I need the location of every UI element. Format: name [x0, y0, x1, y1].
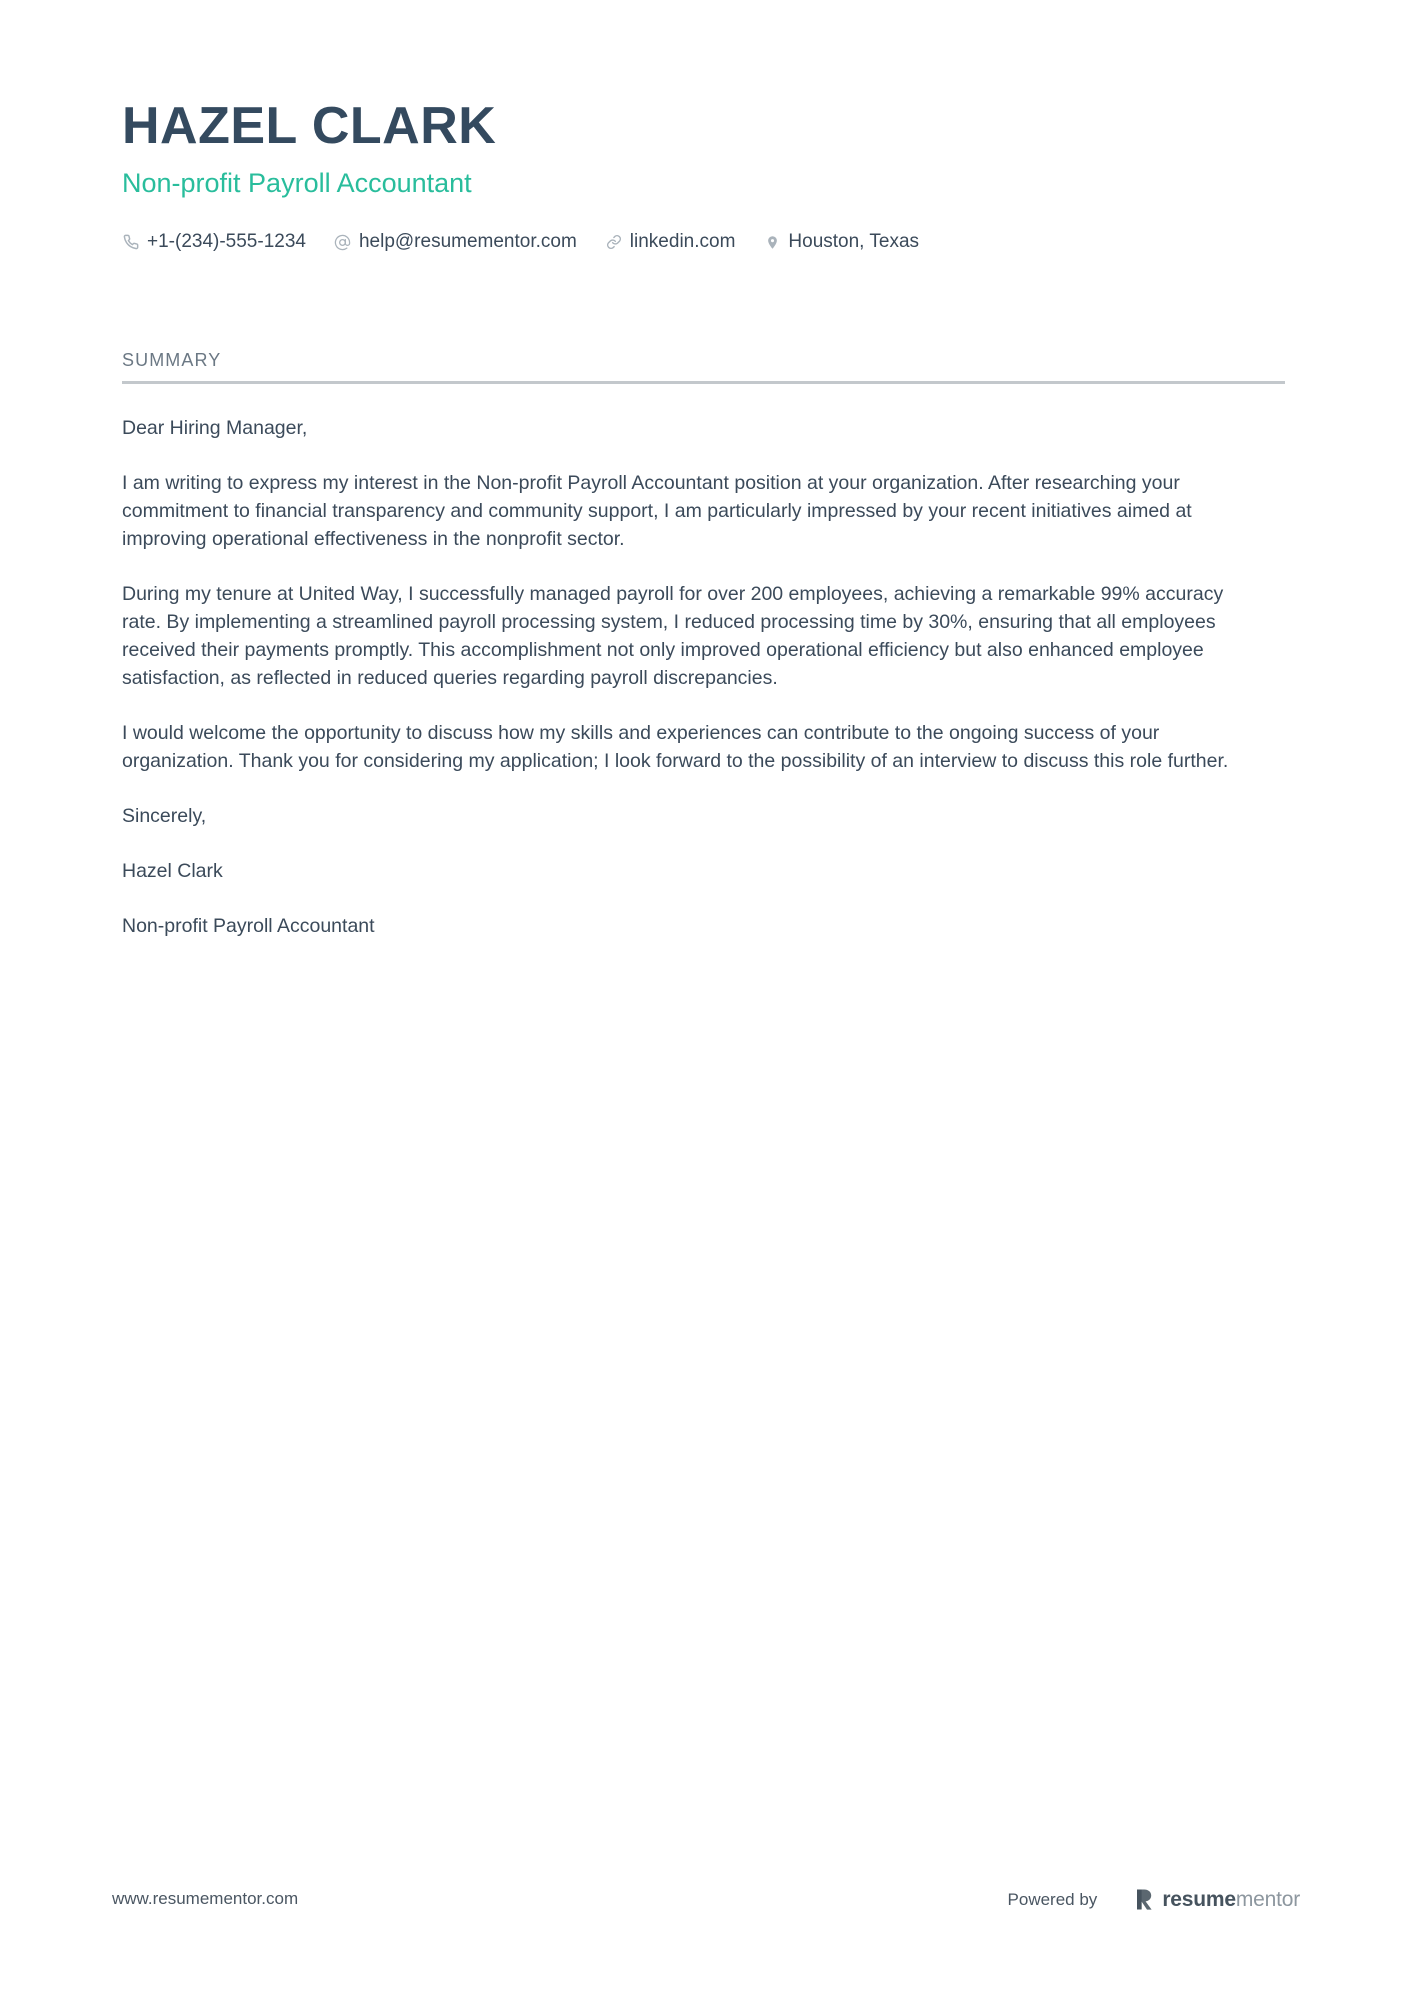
letter-paragraph-1: I am writing to express my interest in the Non-profit Payroll Accountant position at your organization. After researching your commitment to financial transparency and community support, I am particularly impressed by your recent initiatives aimed at improving operational effectiveness in the nonprofit sector.	[122, 472, 1192, 550]
location-pin-icon	[763, 233, 781, 251]
letter-paragraph-2: During my tenure at United Way, I successfully managed payroll for over 200 employees, achieving a remarkable 99% accuracy rate. By implementing a streamlined payroll processing system, I reduced processing time by 30%, ensuring that all employees received their payments promptly. This accomplishment not only improved operational efficiency but also enhanced employee satisfaction, as reflected in reduced queries regarding payroll discrepancies.	[122, 583, 1224, 689]
letter-signature-name: Hazel Clark	[122, 860, 223, 882]
header	[122, 98, 1288, 254]
letter-paragraph-3: I would welcome the opportunity to discuss how my skills and experiences can contribute to the ongoing success of your organization. Thank you for considering my application; I look forward to the possibility of an interview to discuss this role further.	[122, 722, 1229, 772]
letter-salutation: Dear Hiring Manager,	[122, 417, 308, 439]
footer-website-url[interactable]: www.resumementor.com	[112, 1889, 299, 1908]
resumementor-logo[interactable]	[1135, 1888, 1300, 1911]
contact-location-label: Houston, Texas	[788, 231, 920, 252]
contact-email[interactable]	[334, 230, 577, 254]
phone-icon	[122, 233, 140, 251]
resumementor-mark-icon	[1135, 1888, 1155, 1911]
section-divider	[122, 381, 1285, 384]
contact-row	[122, 230, 1288, 254]
resumementor-wordmark	[1162, 1888, 1300, 1911]
footer-brand	[1008, 1888, 1300, 1911]
brand-bold-text: resume	[1162, 1888, 1236, 1911]
letter-signature-title: Non-profit Payroll Accountant	[122, 915, 375, 937]
link-icon	[605, 233, 623, 251]
section-title: SUMMARY	[122, 350, 222, 370]
page-title: HAZEL CLARK	[122, 97, 497, 155]
contact-email-label: help@resumementor.com	[358, 231, 577, 252]
brand-light-text: mentor	[1235, 1888, 1300, 1911]
contact-phone[interactable]	[122, 230, 306, 254]
summary-section	[122, 350, 1285, 940]
contact-phone-label: +1-(234)-555-1234	[147, 231, 306, 252]
letter-closing: Sincerely,	[122, 805, 207, 827]
contact-location	[763, 230, 919, 254]
powered-by-label: Powered by	[1007, 1889, 1098, 1909]
contact-linkedin-label: linkedin.com	[629, 231, 736, 252]
contact-linkedin[interactable]	[605, 230, 736, 254]
letter-body	[122, 414, 1285, 940]
email-icon	[334, 233, 352, 251]
job-title: Non-profit Payroll Accountant	[122, 168, 472, 198]
footer	[0, 1865, 1410, 1995]
